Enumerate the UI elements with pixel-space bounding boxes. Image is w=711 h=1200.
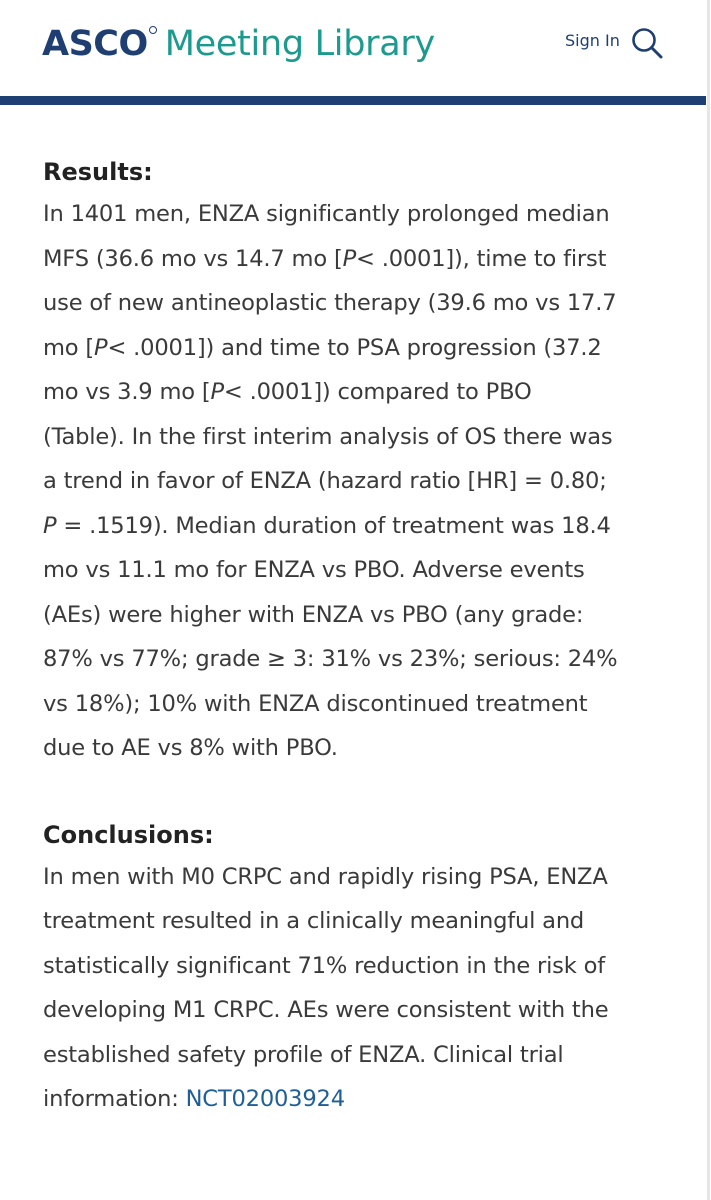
p-value-symbol: P [342, 245, 357, 272]
results-line: due to AE vs 8% with PBO. [43, 735, 338, 761]
results-heading: Results: [43, 158, 153, 186]
conclusions-paragraph [43, 855, 683, 1122]
conclusions-line: In men with M0 CRPC and rapidly rising PSA, ENZA [43, 863, 608, 890]
registered-mark-icon [149, 26, 157, 34]
logo-product-text: Meeting Library [164, 24, 435, 64]
logo-brand-text: ASCO [42, 24, 148, 64]
conclusions-line: established safety profile of ENZA. Clinical trial [43, 1041, 564, 1068]
conclusions-line: treatment resulted in a clinically meaningful and [43, 908, 585, 934]
asco-meeting-library-logo[interactable] [42, 24, 435, 64]
results-line: mo [ [43, 334, 95, 361]
conclusions-line: information: [43, 1086, 186, 1112]
results-line: use of new antineoplastic therapy (39.6 mo vs 17.7 [43, 290, 617, 316]
results-line: 87% vs 77%; grade ≥ 3: 31% vs 23%; serious: 24% [43, 646, 618, 672]
conclusions-line: statistically significant 71% reduction in the risk of [43, 952, 605, 979]
abstract-body [43, 152, 683, 1122]
p-value-symbol: P [94, 334, 108, 361]
results-line: MFS (36.6 mo vs 14.7 mo [ [43, 245, 343, 272]
results-line: In 1401 men, ENZA significantly prolonged median [43, 201, 610, 227]
results-line: (Table). In the first interim analysis of OS there was [43, 423, 613, 450]
p-value-symbol: P [43, 512, 57, 539]
sign-in-link[interactable]: Sign In [565, 31, 620, 50]
results-line: < .0001]) and time to PSA progression (37.2 [107, 334, 602, 361]
header-divider [0, 96, 706, 105]
p-value-symbol: P [210, 379, 224, 405]
section-spacer [43, 771, 683, 815]
results-line: mo vs 11.1 mo for ENZA vs PBO. Adverse events [43, 557, 585, 583]
results-line: = .1519). Median duration of treatment was 18.4 [56, 512, 611, 539]
results-line: (AEs) were higher with ENZA vs PBO (any grade: [43, 601, 584, 628]
page-scrollbar[interactable] [707, 0, 710, 1200]
clinical-trial-link[interactable]: NCT02003924 [185, 1086, 345, 1112]
results-line: mo vs 3.9 mo [ [43, 379, 211, 405]
results-line: a trend in favor of ENZA (hazard ratio [HR] = 0.80; [43, 468, 607, 494]
results-line: vs 18%); 10% with ENZA discontinued treatment [43, 690, 588, 717]
conclusions-line: developing M1 CRPC. AEs were consistent with the [43, 997, 609, 1023]
site-header [0, 0, 711, 95]
conclusions-heading: Conclusions: [43, 820, 214, 849]
results-paragraph [43, 192, 683, 771]
search-icon[interactable] [630, 26, 664, 60]
results-line: < .0001]), time to first [356, 245, 607, 272]
results-line: < .0001]) compared to PBO [223, 379, 532, 405]
